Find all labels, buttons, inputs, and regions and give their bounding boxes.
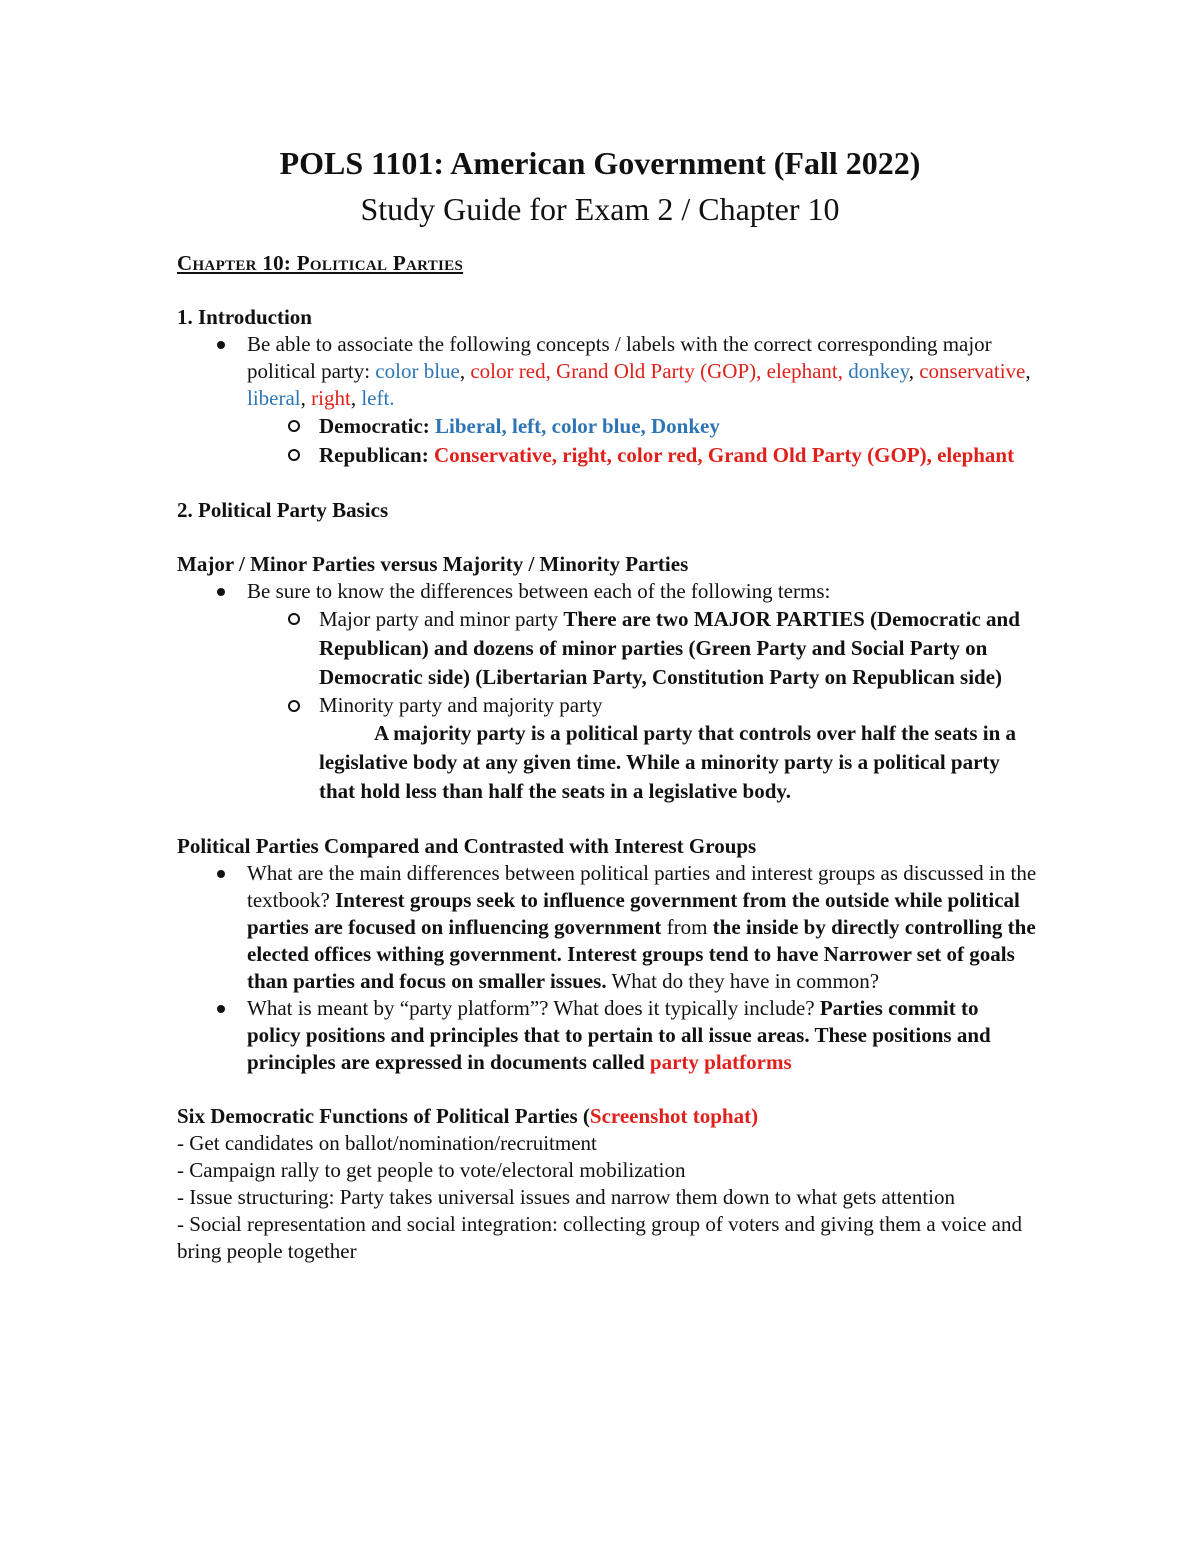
- interest-groups-question-2: [247, 995, 1037, 1076]
- q1-mid: from: [661, 915, 713, 939]
- q1-tail: What do they have in common?: [606, 969, 880, 993]
- term-conservative: conservative: [919, 359, 1026, 383]
- subheading-interest-groups: Political Parties Compared and Contrasted with Interest Groups: [177, 834, 757, 858]
- interest-groups-question-1: [247, 860, 1037, 995]
- functions-list: [177, 1130, 1037, 1265]
- minority-answer: A majority party is a political party that controls over half the seats in a legislative body at any given time. While a minority party is a political party that hold less than half the seats in a legislative body.: [319, 721, 1017, 803]
- spacer: [177, 524, 1037, 551]
- minority-prefix: Minority party and majority party: [319, 693, 603, 717]
- q1-answer-a: Interest groups seek to influence government from the outside while political parties are focused on influencing government: [247, 888, 1020, 939]
- term-liberal: liberal: [247, 386, 301, 410]
- separator: ,: [350, 386, 362, 410]
- chapter-heading: Chapter 10: Political Parties: [177, 251, 464, 275]
- term-right: right: [311, 386, 351, 410]
- function-item: - Issue structuring: Party takes universal issues and narrow them down to what gets attention: [177, 1185, 956, 1209]
- major-minor-bullet: [247, 578, 1037, 806]
- section-heading-introduction: 1. Introduction: [177, 305, 312, 329]
- majority-minority-item: [319, 692, 1037, 806]
- document-body: [177, 250, 1037, 1265]
- document-title: POLS 1101: American Government (Fall 2022): [279, 145, 921, 181]
- major-minor-bullet-text: Be sure to know the differences between each of the following terms:: [247, 579, 831, 603]
- intro-bullet-text: Be able to associate the following concepts / labels with the correct corresponding major political party:: [247, 332, 992, 383]
- six-functions-heading-text: Six Democratic Functions of Political Parties (: [177, 1104, 590, 1128]
- six-functions-red-note: Screenshot tophat): [589, 1104, 759, 1128]
- separator: ,: [459, 359, 471, 383]
- term-color-blue: color blue: [375, 359, 460, 383]
- democratic-label: Democratic:: [319, 414, 436, 438]
- spacer: [177, 806, 1037, 833]
- q1-answer-b: the inside by directly controlling the elected offices withing government. Interest groups tend to have Narrower set of goals than parties and focus on smaller issues.: [247, 915, 1036, 993]
- separator: ,: [908, 359, 920, 383]
- intro-bullet: [247, 331, 1037, 470]
- term-left: left.: [361, 386, 395, 410]
- republican-label: Republican:: [319, 443, 434, 467]
- intro-bullet-list: [177, 331, 1037, 470]
- democratic-value: Liberal, left, color blue, Donkey: [435, 414, 720, 438]
- major-minor-list: [177, 578, 1037, 806]
- major-prefix: Major party and minor party: [319, 607, 564, 631]
- major-minor-sublist: [247, 605, 1037, 806]
- section-heading-basics: 2. Political Party Basics: [177, 498, 389, 522]
- document-subtitle: Study Guide for Exam 2 / Chapter 10: [360, 191, 840, 227]
- function-item: - Social representation and social integration: collecting group of voters and giving them a voice and bring people together: [177, 1212, 1022, 1263]
- title-block: [0, 140, 1200, 232]
- q1-text: What are the main differences between political parties and interest groups as discussed in the textbook?: [247, 861, 1037, 912]
- subheading-major-minor: Major / Minor Parties versus Majority / Minority Parties: [177, 552, 689, 576]
- q2-red-term: party platforms: [649, 1050, 792, 1074]
- term-donkey: donkey: [848, 359, 909, 383]
- republican-item: [319, 441, 1037, 470]
- party-sublist: [247, 412, 1037, 470]
- republican-value: Conservative, right, color red, Grand Old Party (GOP), elephant: [433, 443, 1015, 467]
- function-item: - Get candidates on ballot/nomination/recruitment: [177, 1131, 597, 1155]
- democratic-item: [319, 412, 1037, 441]
- q2-answer: Parties commit to policy positions and principles that to pertain to all issue areas. These positions and principles are expressed in documents called: [247, 996, 991, 1074]
- subheading-six-functions: [177, 1103, 1037, 1130]
- q2-text: What is meant by “party platform”? What does it typically include?: [247, 996, 820, 1020]
- term-color-red: color red, Grand Old Party (GOP), elephant,: [470, 359, 844, 383]
- major-answer: There are two MAJOR PARTIES (Democratic and Republican) and dozens of minor parties (Green Party and Social Party on Democratic side) (Libertarian Party, Constitution Party on Republican side): [319, 607, 1020, 689]
- separator: ,: [300, 386, 312, 410]
- function-item: - Campaign rally to get people to vote/electoral mobilization: [177, 1158, 686, 1182]
- interest-groups-list: [177, 860, 1037, 1076]
- spacer: [177, 470, 1037, 497]
- separator: ,: [1025, 359, 1031, 383]
- spacer: [177, 1076, 1037, 1103]
- major-minor-item: [319, 605, 1037, 692]
